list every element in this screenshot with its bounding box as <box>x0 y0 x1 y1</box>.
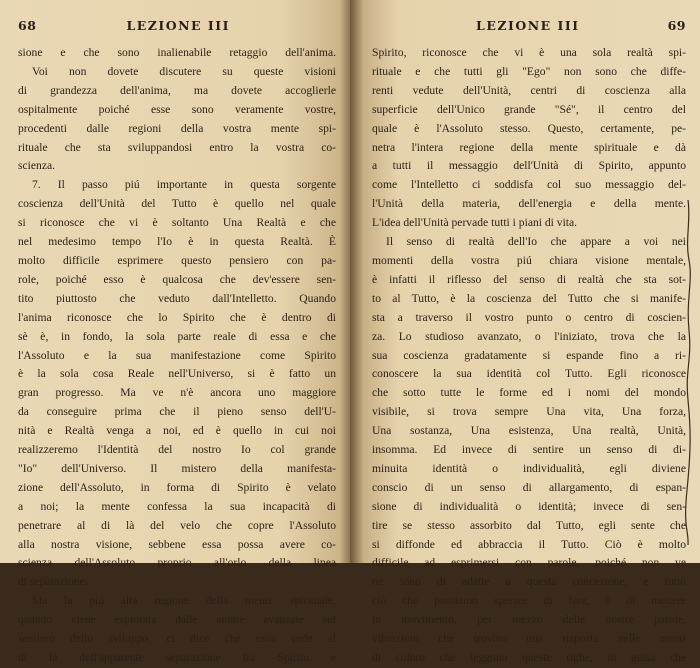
left-text-line: sè è, in fondo, la sola parte reale di essa e che <box>18 329 336 343</box>
right-text-line: difficile ad esprimersi con parole, poiché non ve <box>372 556 686 570</box>
left-text-line: zione dell'Assoluto, in forma di Spirito è velato <box>18 480 336 494</box>
right-text-line: si diffonde ed abbraccia il Tutto. Ciò è molto <box>372 537 686 551</box>
left-text-line: sione e che sono inalienabile retaggio dell'anima. <box>18 46 336 59</box>
right-text-line: rituale e che tutti gli "Ego" non sono che diffe- <box>372 64 686 78</box>
right-text-line: to al Tutto, è la coscienza del Tutto che si manife- <box>372 291 686 305</box>
left-text-line: a noi; la mente confessa la sua incapacità di <box>18 499 336 513</box>
right-text-line: insomma. Ed invece di sentire un senso di di- <box>372 443 686 457</box>
right-text-line: sta a traverso il vostro punto o centro di coscien- <box>372 310 686 324</box>
right-page <box>350 0 700 664</box>
left-text-line: gran progresso. Ma ve n'è ancora uno maggiore <box>18 386 336 400</box>
right-text-line: superficie dell'Unico grande "Sé", il centro del <box>372 102 686 116</box>
right-text-line: ne sono di adatte a questa concezione, e tutto <box>372 575 686 589</box>
right-text-line: conscio di un senso di allargamento, di espan- <box>372 480 686 494</box>
left-text-line: si riconosce che vi è soltanto Una Realtà e che <box>18 216 336 230</box>
left-text-line: molto difficile esprimere questo pensiero con pa- <box>18 253 336 267</box>
right-running-title: LEZIONE III <box>476 18 580 33</box>
left-text-line: di grandezza dell'anima, ma dovete accoglierle <box>18 83 336 97</box>
left-text-line: di separazione. <box>18 575 88 589</box>
right-text-line: che sotto tutte le forme ed i nomi del mondo <box>372 386 686 400</box>
left-running-title: LEZIONE III <box>126 18 230 33</box>
right-text-line: conoscere la sua identità col Tutto. Egli riconosce <box>372 367 686 381</box>
right-text-line: Una sostanza, Una esistenza, Una realtà, Unità, <box>372 424 686 438</box>
left-text-line: sentiero dello sviluppo, ci dice che essa vede al <box>18 632 336 646</box>
left-text-line: role, poiché esso è qualcosa che dev'essere sen- <box>18 272 336 286</box>
right-text-line: quale è l'Assoluto stesso. Questo, certamente, pe- <box>372 121 686 135</box>
right-text-line: sione di individualità o identità; invece di sen- <box>372 499 686 513</box>
left-text-line: scienza dell'Assoluto proprio all'orlo della linea <box>18 556 336 570</box>
right-text-line: a tutti il messaggio dell'Unità di Spirito, appunto <box>372 159 686 173</box>
right-page-number: 69 <box>667 18 686 33</box>
left-text-line: tito piuttosto che veduto dall'Intelletto. Quando <box>18 291 336 305</box>
left-text-line: realizzeremo l'Identità del nostro Io col grande <box>18 443 336 457</box>
right-text-line: momenti della vostra piú chiara visione mentale, <box>372 253 686 267</box>
left-text-line: penetrare al di là del velo che copre l'Assoluto <box>18 518 336 532</box>
left-page-body <box>18 44 336 668</box>
left-text-line: procedenti dalle regioni della vostra mente spi- <box>18 121 336 135</box>
right-text-line: tire se stesso assorbito dal Tutto, egli sente che <box>372 518 686 532</box>
right-text-line: Spirito, riconosce che vi è una sola realtà spi- <box>372 46 686 59</box>
left-text-line: nel medesimo tempo l'Io è in questa Realtà. È <box>18 235 336 249</box>
left-text-line: da conseguire prima che il pieno senso dell'U- <box>18 405 336 419</box>
left-page-number: 68 <box>18 18 37 33</box>
right-text-line: in movimento, per mezzo delle nostre parole, <box>372 613 686 627</box>
left-text-line: di là dell'apparente separazione fra Spirito e <box>18 651 336 664</box>
right-text-line: vibrazioni che trovino una risposta nelle menti <box>372 632 686 646</box>
right-page-body <box>372 44 686 668</box>
left-text-line: l'anima riconosce che lo Spirito che è dentro di <box>18 310 336 324</box>
left-text-line: coscienza dell'Unità del Tutto è quello nel quale <box>18 197 336 211</box>
left-text-line: scienza. <box>18 159 56 173</box>
right-text-line: Il senso di realtà dell'Io che appare a voi nei <box>386 235 686 249</box>
left-text-line: è la sola cosa Reale nell'Universo, si è fatto un <box>18 367 336 381</box>
handwritten-margin-line <box>682 200 694 545</box>
left-text-line: alla nostra visione, sebbene essa possa avere co- <box>18 537 336 551</box>
right-text-line: l'Unità della materia, dell'energia e della mente. <box>372 197 686 211</box>
left-text-line: rituale che sta sviluppandosi entro la vostra co- <box>18 140 336 154</box>
right-text-line: za. Lo studioso avanzato, o l'iniziato, trova che la <box>372 329 686 343</box>
right-text-line: L'idea dell'Unità pervade tutti i piani di vita. <box>372 216 578 230</box>
right-text-line: minuita identità o individualità, egli diviene <box>372 461 686 475</box>
left-page-header <box>18 18 336 40</box>
right-text-line: come l'Intelletto ci soddisfa col suo messaggio del- <box>372 178 686 192</box>
right-page-header <box>372 18 686 40</box>
left-page <box>0 0 350 664</box>
left-text-line: "Io" dell'Universo. Il mistero della manifesta- <box>18 461 336 475</box>
right-text-line: è infatti il riflesso del senso di realtà che sta sot- <box>372 272 686 286</box>
right-text-line: ciò che possiamo sperare di fare, è di mettere <box>372 594 686 608</box>
left-text-line: Voi non dovete discutere su queste visioni <box>32 64 336 78</box>
left-text-line: Ma la piú alta regione della mente spirituale, <box>32 594 336 608</box>
right-text-line: di coloro che leggono queste righe, in guisa che <box>372 651 686 664</box>
left-text-line: 7. Il passo piú importante in questa sorgente <box>32 178 336 192</box>
right-text-line: netra l'intera regione della mente spirituale e dà <box>372 140 686 154</box>
right-text-line: renti vedute dell'Unità, centri di coscienza alla <box>372 83 686 97</box>
right-text-line: visibile, si trova sempre Una vita, Una forza, <box>372 405 686 419</box>
left-text-line: nità e Realtà venga a noi, ed è quello in cui noi <box>18 424 336 438</box>
right-text-line: sua coscienza gradatamente si espande fino a ri- <box>372 348 686 362</box>
left-text-line: quando viene esplorata dalle anime avanzate sul <box>18 613 336 627</box>
left-text-line: ospitalmente poiché esse sono veramente vostre, <box>18 102 336 116</box>
left-text-line: l'Assoluto e la sua manifestazione come Spirito <box>18 348 336 362</box>
